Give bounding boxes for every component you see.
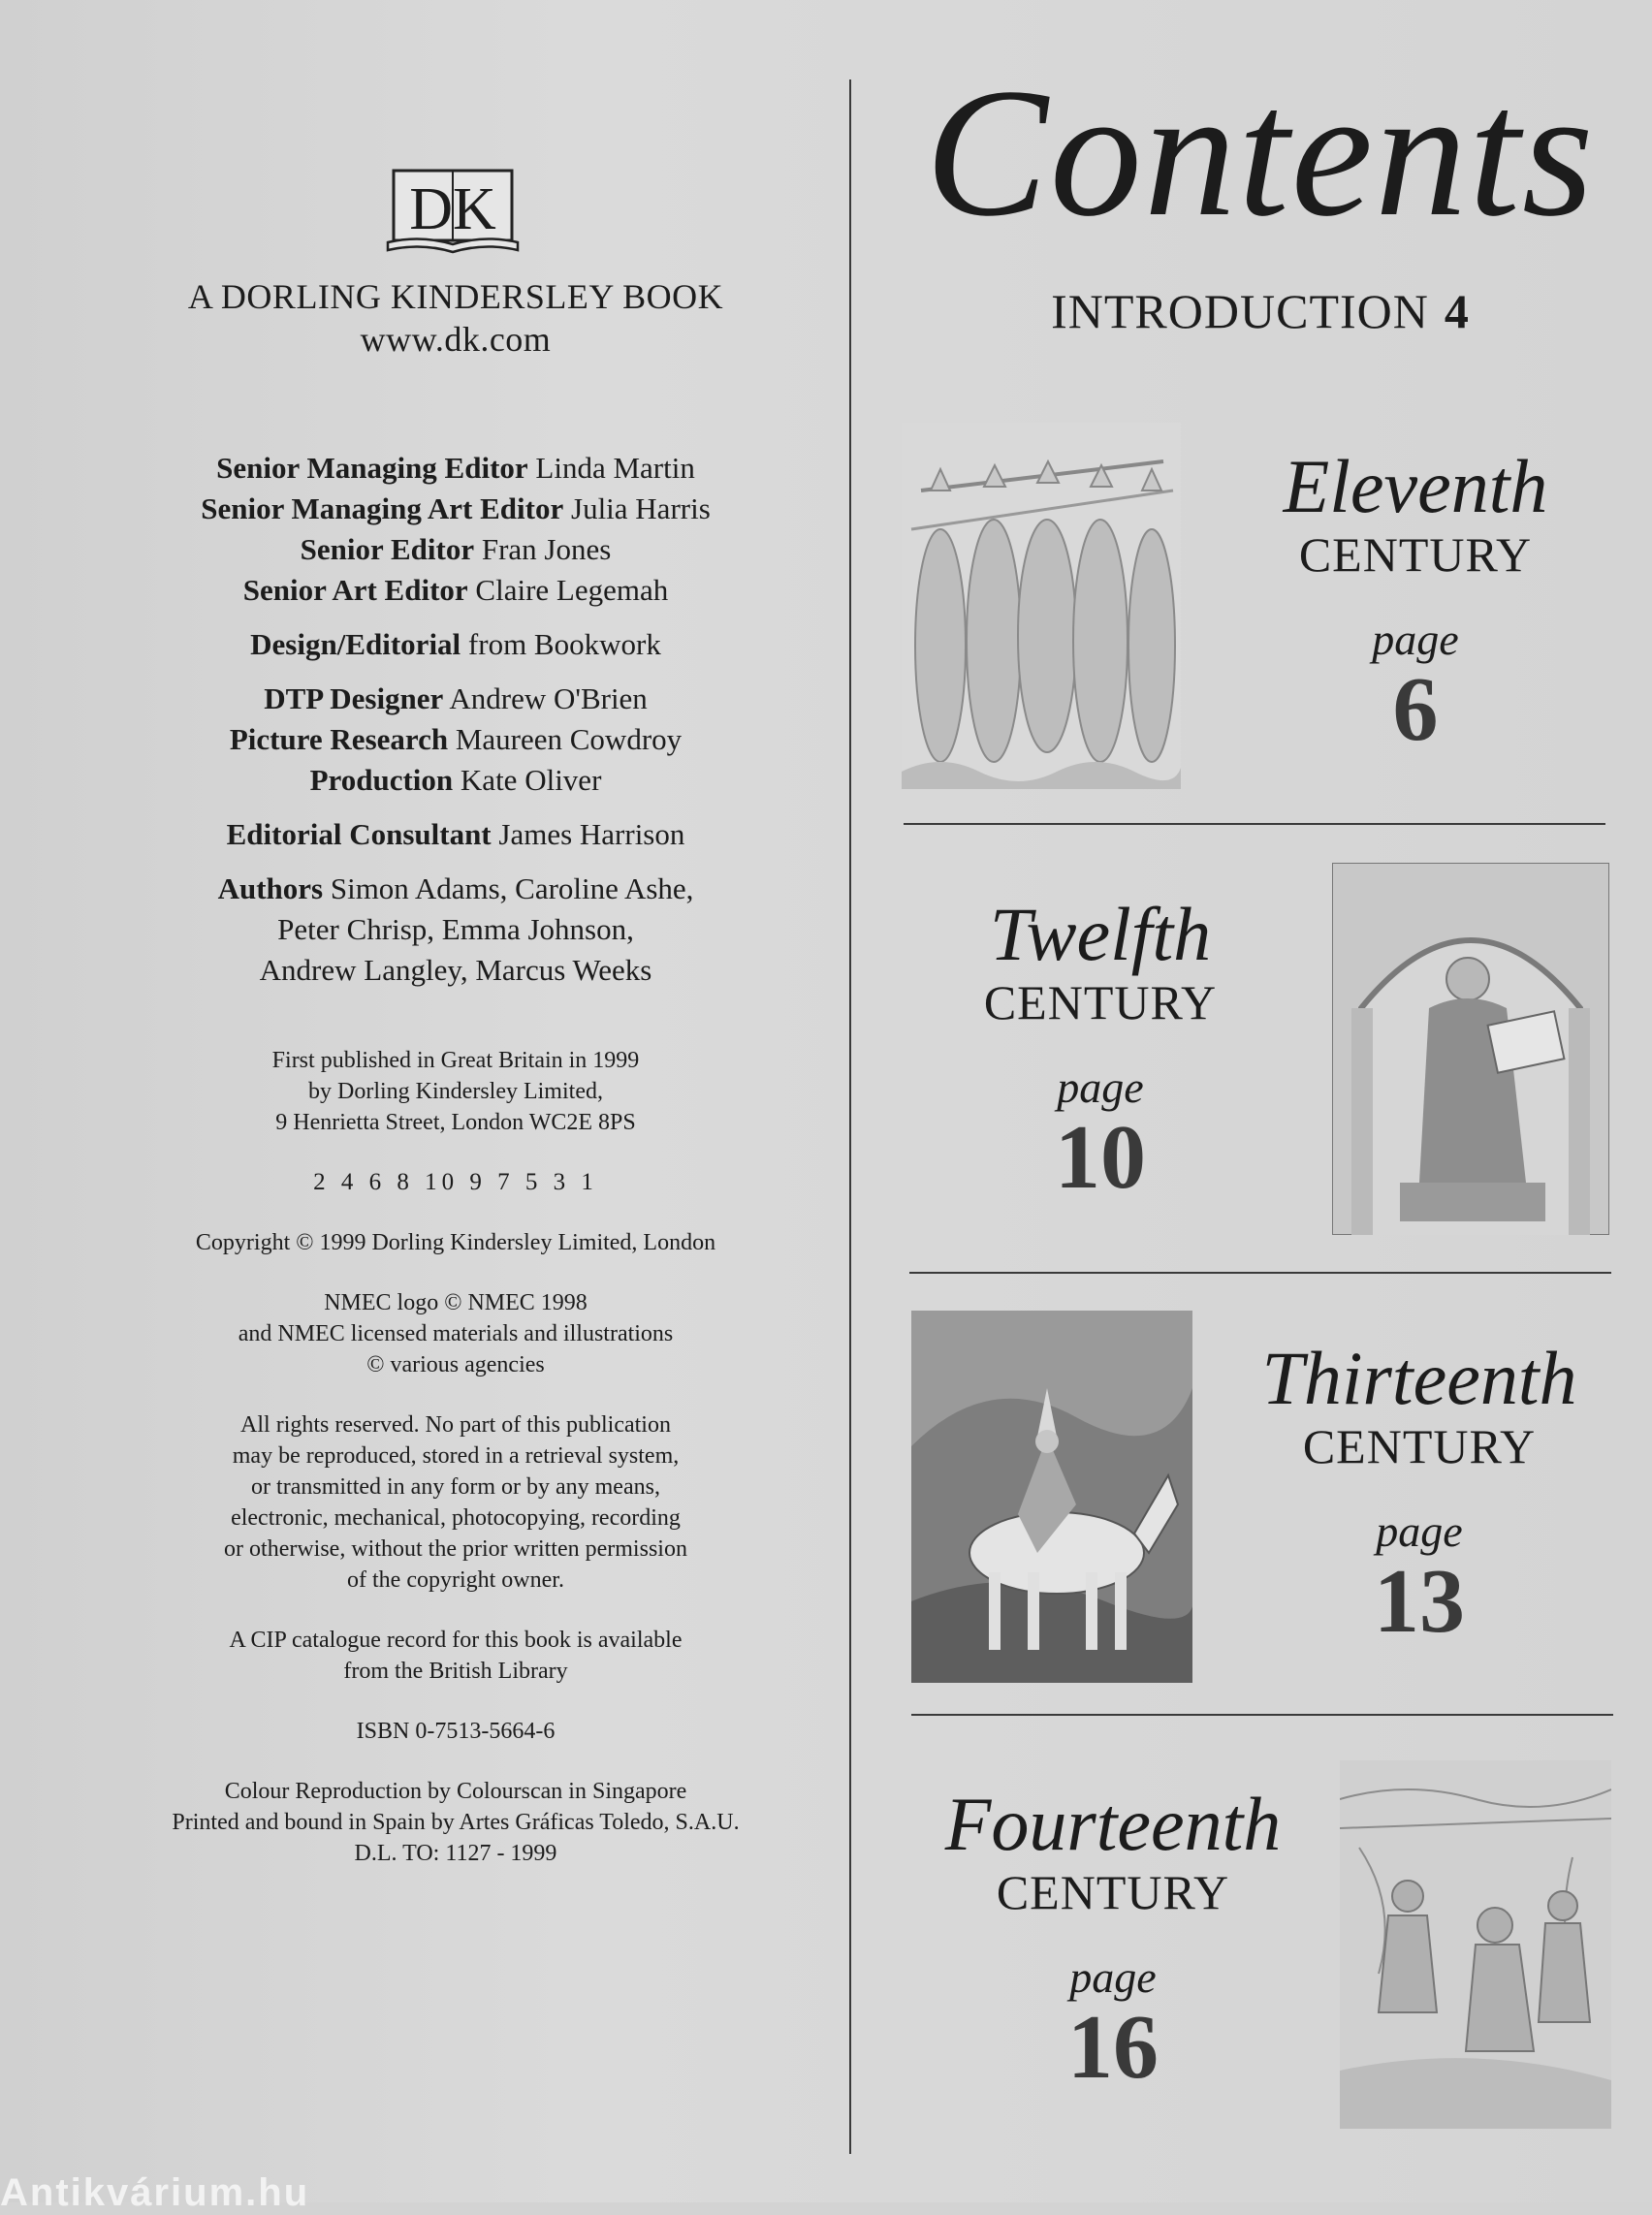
imprint-line: D.L. TO: 1127 - 1999 — [354, 1841, 557, 1866]
credit-name: Andrew O'Brien — [449, 681, 648, 715]
credit-name: Linda Martin — [535, 451, 695, 485]
contents-entry-twelfth[interactable] — [892, 892, 1309, 1208]
entry-century: CENTURY — [983, 975, 1218, 1029]
introduction-label: INTRODUCTION — [1051, 284, 1429, 338]
imprint-line: electronic, mechanical, photocopying, recording — [231, 1505, 681, 1531]
nmec-notice — [116, 1287, 795, 1380]
imprint-line: from the British Library — [343, 1659, 568, 1684]
entry-page-word: page — [1376, 1506, 1463, 1556]
imprint-line: or otherwise, without the prior written permission — [224, 1536, 687, 1562]
introduction-entry — [873, 283, 1648, 339]
credit-role: Editorial Consultant — [226, 817, 492, 851]
imprint-line: and NMEC licensed materials and illustrations — [238, 1321, 674, 1346]
credit-line — [126, 570, 785, 611]
entry-separator — [909, 1272, 1611, 1274]
credit-name: Fran Jones — [481, 532, 612, 566]
authors-names: Simon Adams, Caroline Ashe, — [330, 871, 694, 905]
credit-line — [126, 529, 785, 570]
authors-role: Authors — [217, 871, 324, 905]
rider-on-horse-illustration — [911, 1311, 1192, 1683]
copyright-line: Copyright © 1999 Dorling Kindersley Limited, London — [195, 1230, 716, 1255]
credit-role: Production — [309, 763, 454, 797]
credit-line — [126, 489, 785, 529]
entry-page-number: 10 — [1055, 1107, 1146, 1208]
isbn: ISBN 0-7513-5664-6 — [356, 1719, 556, 1744]
scribe-illustration — [1332, 863, 1609, 1235]
credit-name: Julia Harris — [571, 491, 711, 525]
credit-group — [126, 679, 785, 801]
credit-name: Kate Oliver — [460, 763, 602, 797]
imprint-line: © various agencies — [366, 1352, 545, 1377]
imprint-line: First published in Great Britain in 1999 — [271, 1048, 640, 1073]
imprint-line: Colour Reproduction by Colourscan in Singapore — [224, 1779, 687, 1804]
credit-role: Picture Research — [229, 722, 449, 756]
credit-role: Design/Editorial — [250, 627, 461, 661]
credit-name: from Bookwork — [467, 627, 661, 661]
imprint-line: A CIP catalogue record for this book is available — [229, 1628, 683, 1653]
logo-text: DK — [409, 176, 496, 242]
authors-line: Peter Chrisp, Emma Johnson, — [277, 912, 634, 946]
entry-ordinal: Twelfth — [989, 892, 1212, 976]
publisher-name: A DORLING KINDERSLEY BOOK — [187, 277, 724, 316]
credit-role: Senior Managing Art Editor — [201, 491, 564, 525]
credit-name: Claire Legemah — [475, 573, 669, 607]
credit-role: Senior Art Editor — [242, 573, 468, 607]
imprint-line: of the copyright owner. — [347, 1567, 564, 1593]
entry-ordinal: Fourteenth — [944, 1782, 1282, 1866]
contents-entry-eleventh[interactable] — [1202, 444, 1629, 760]
credit-name: James Harrison — [498, 817, 685, 851]
first-published — [116, 1045, 795, 1138]
dk-logo — [386, 167, 520, 256]
imprint-line: Printed and bound in Spain by Artes Gráficas Toledo, S.A.U. — [172, 1810, 740, 1835]
entry-separator — [904, 823, 1605, 825]
column-divider — [849, 79, 851, 2154]
credit-line — [126, 760, 785, 801]
entry-page-number: 16 — [1067, 1997, 1159, 2098]
credit-group — [126, 814, 785, 855]
imprint-line: or transmitted in any form or by any means, — [251, 1474, 660, 1500]
credit-line — [126, 679, 785, 719]
introduction-page: 4 — [1444, 284, 1470, 338]
production-notice — [116, 1776, 795, 1869]
rights-notice — [116, 1409, 795, 1596]
imprint-line: All rights reserved. No part of this publication — [240, 1412, 671, 1438]
entry-page-word: page — [1372, 615, 1459, 664]
credit-line — [126, 814, 785, 855]
entry-page-word: page — [1057, 1062, 1144, 1112]
entry-page-number: 6 — [1392, 659, 1439, 760]
contents-entry-thirteenth[interactable] — [1206, 1336, 1633, 1652]
entry-century: CENTURY — [996, 1865, 1230, 1919]
entry-century: CENTURY — [1298, 527, 1533, 582]
imprint-line: 9 Henrietta Street, London WC2E 8PS — [275, 1110, 636, 1135]
credit-line — [126, 624, 785, 665]
crowd-woodcut-illustration — [1340, 1760, 1611, 2129]
contents-title: Contents — [925, 51, 1596, 255]
bayeux-soldiers-illustration — [902, 423, 1181, 789]
credit-group — [126, 448, 785, 611]
entry-page-word: page — [1069, 1952, 1157, 2002]
entry-separator — [911, 1714, 1613, 1716]
imprint-block — [116, 1045, 795, 1898]
publisher-block — [145, 275, 766, 361]
entry-century: CENTURY — [1302, 1419, 1537, 1473]
entry-ordinal: Thirteenth — [1261, 1336, 1577, 1420]
credit-role: Senior Editor — [300, 532, 475, 566]
authors-line: Andrew Langley, Marcus Weeks — [259, 953, 652, 987]
authors-line — [126, 869, 785, 909]
imprint-line: NMEC logo © NMEC 1998 — [324, 1290, 588, 1315]
contents-entry-fourteenth[interactable] — [900, 1782, 1326, 2098]
print-number-line: 2 4 6 8 10 9 7 5 3 1 — [313, 1169, 598, 1195]
imprint-line: may be reproduced, stored in a retrieval system, — [232, 1443, 680, 1469]
credit-line — [126, 448, 785, 489]
imprint-line: by Dorling Kindersley Limited, — [308, 1079, 603, 1104]
publisher-url: www.dk.com — [360, 320, 552, 359]
credit-line — [126, 719, 785, 760]
credit-name: Maureen Cowdroy — [455, 722, 683, 756]
credits-block — [126, 448, 785, 1004]
credit-group — [126, 624, 785, 665]
credit-role: DTP Designer — [264, 681, 444, 715]
entry-page-number: 13 — [1374, 1551, 1465, 1652]
entry-ordinal: Eleventh — [1283, 444, 1548, 528]
cip-notice — [116, 1625, 795, 1687]
authors-group — [126, 869, 785, 991]
watermark: Antikvárium.hu — [0, 2171, 310, 2214]
credit-role: Senior Managing Editor — [216, 451, 528, 485]
